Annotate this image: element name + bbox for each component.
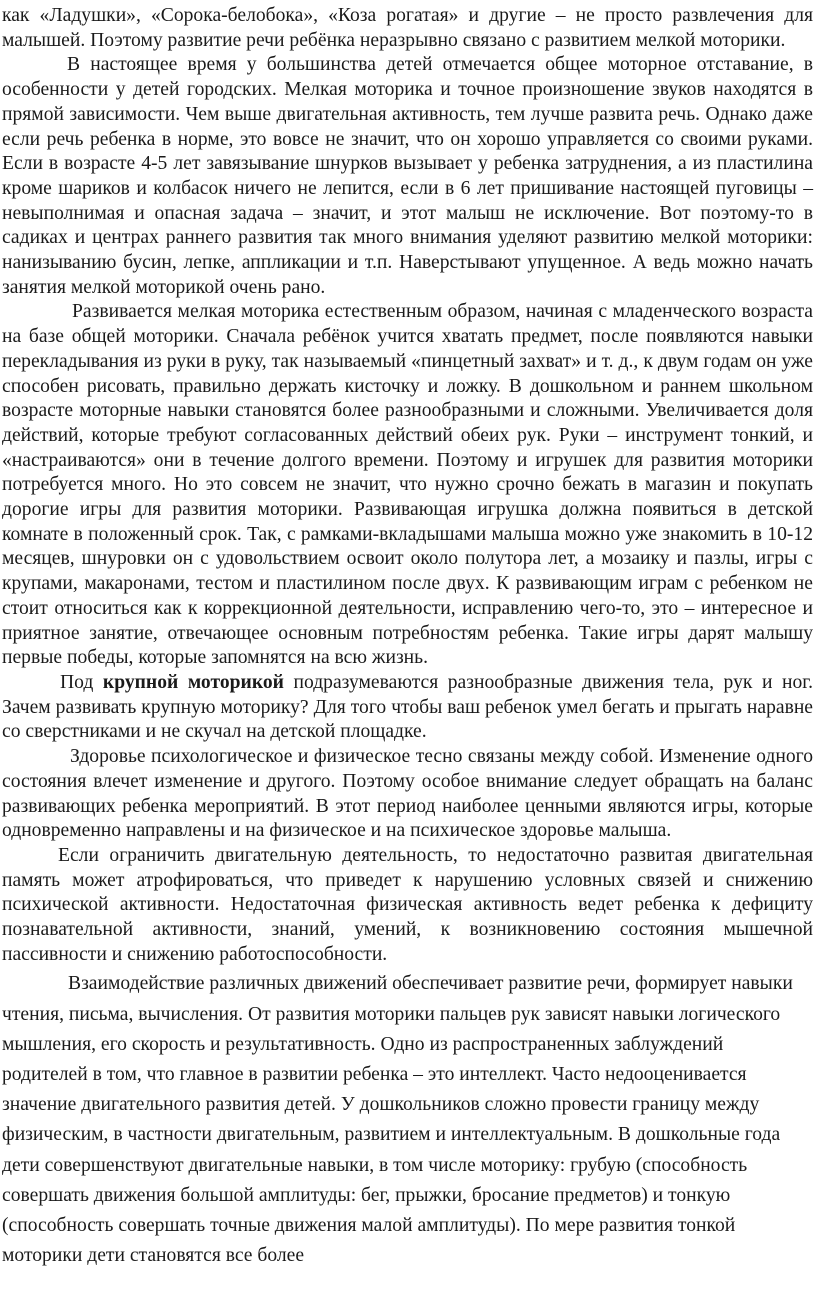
paragraph-2: В настоящее время у большинства детей отмечается общее моторное отставание, в особенности у детей городских. Мелкая моторика и точное произношение звуков находятся в прямой зависимости. Чем выше двигательная активность, тем лучше развита речь. Однако даже если речь ребенка в норме, это вовсе не значит, что он хорошо управляется со своими руками. Если в возрасте 4-5 лет завязывание шнурков вызывает у ребенка затруднения, а из пластилина кроме шариков и колбасок ничего не лепится, если в 6 лет пришивание настоящей пуговицы – невыполнимая и опасная задача – значит, и этот малыш не исключение. Вот поэтому-то в садиках и центрах раннего развития так много внимания уделяют развитию мелкой моторики: нанизыванию бусин, лепке, аппликации и т.п. Наверстывают упущенное. А ведь можно начать занятия мелкой моторикой очень рано. bbox=[2, 54, 813, 298]
paragraph-7: Взаимодействие различных движений обеспечивает развитие речи, формирует навыки чтения, письма, вычисления. От развития моторики пальцев рук зависят навыки логического мышления, его скорость и результативность. Одно из распространенных заблуждений родителей в том, что главное в развитии ребенка – это интеллект. Часто недооценивается значение двигательного развития детей. У дошкольников сложно провести границу между физическим, в частности двигательным, развитием и интеллектуальным. В дошкольные года дети совершенствуют двигательные навыки, в том числе моторику: грубую (способность совершать движения большой амплитуды: бег, прыжки, бросание предметов) и тонкую (способность совершать точные движения малой амплитуды). По мере развития тонкой моторики дети становятся все более bbox=[2, 973, 793, 1267]
document-body bbox=[2, 4, 813, 1271]
paragraph-1: как «Ладушки», «Сорока-белобока», «Коза рогатая» и другие – не просто развлечения для малышей. Поэтому развитие речи ребёнка неразрывно связано с развитием мелкой моторики. bbox=[2, 5, 813, 51]
paragraph-4 bbox=[2, 671, 813, 745]
paragraph-6: Если ограничить двигательную деятельность, то недостаточно развитая двигательная память может атрофироваться, что приведет к нарушению условных связей и снижению психической активности. Недостаточная физическая активность ведет ребенка к дефициту познавательной активности, знаний, умений, к возникновению состояния мышечной пассивности и снижению работоспособности. bbox=[2, 844, 813, 965]
paragraph-4-bold-term: крупной моторикой bbox=[102, 671, 284, 693]
paragraph-5: Здоровье психологическое и физическое тесно связаны между собой. Изменение одного состояния влечет изменение и другого. Поэтому особое внимание следует обращать на баланс развивающих ребенка мероприятий. В этот период наиболее ценными являются игры, которые одновременно направлены и на физическое и на психическое здоровье малыша. bbox=[2, 746, 813, 842]
paragraph-4-rest: подразумеваются разнообразные движения тела, рук и ног. Зачем развивать крупную моторику? Для того чтобы ваш ребенок умел бегать и прыгать наравне со сверстниками и не скучал на детской площадке. bbox=[2, 671, 813, 743]
paragraph-3: Развивается мелкая моторика естественным образом, начиная с младенческого возраста на базе общей моторики. Сначала ребёнок учится хватать предмет, после появляются навыки перекладывания из руки в руку, так называемый «пинцетный захват» и т. д., к двум годам он уже способен рисовать, правильно держать кисточку и ложку. В дошкольном и раннем школьном возрасте моторные навыки становятся более разнообразными и сложными. Увеличивается доля действий, которые требуют согласованных действий обеих рук. Руки – инструмент тонкий, и «настраиваются» они в течение долгого времени. Поэтому и игрушек для развития моторики потребуется много. Но это совсем не значит, что нужно срочно бежать в магазин и покупать дорогие игры для развития моторики. Развивающая игрушка должна появиться в детской комнате в положенный срок. Так, с рамками-вкладышами малыша можно уже знакомить в 10-12 месяцев, шнуровки он с удовольствием освоит около полутора лет, а мозаику и пазлы, игры с крупами, макаронами, тестом и пластилином после двух. К развивающим играм с ребенком не стоит относиться как к коррекционной деятельности, исправлению чего-то, это – интересное и приятное занятие, отвечающее основным потребностям ребенка. Такие игры дарят малышу первые победы, которые запомнятся на всю жизнь. bbox=[2, 301, 813, 669]
paragraph-4-lead: Под bbox=[60, 671, 103, 693]
